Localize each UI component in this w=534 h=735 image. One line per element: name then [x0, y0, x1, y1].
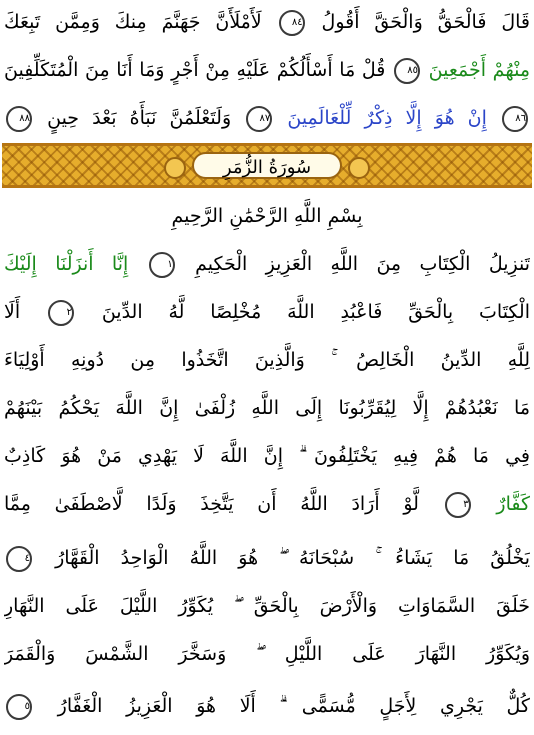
verse-text: الْكِتَابَ بِالْحَقِّ فَاعْبُدِ اللَّهَ مُخْلِصًا لَّهُ الدِّينَ	[101, 301, 530, 323]
verse-text: لَأَمْلَأَنَّ جَهَنَّمَ مِنكَ وَمِمَّن تَبِعَكَ	[4, 11, 262, 33]
verse-line-1	[4, 2, 530, 42]
verse-text: لَّوْ أَرَادَ اللَّهُ أَن يَتَّخِذَ وَلَدًا لَّاصْطَفَىٰ مِمَّا	[4, 493, 419, 515]
ayah-number-marker: ٨٧	[246, 106, 272, 132]
verse-text: قَالَ فَالْحَقُّ وَالْحَقَّ أَقُولُ	[321, 11, 530, 33]
verse-text: مِنْهُمْ أَجْمَعِينَ	[428, 59, 530, 81]
ayah-number-marker: ٨٤	[279, 10, 305, 36]
verse-text: كُلٌّ يَجْرِي لِأَجَلٍ مُّسَمًّى ۗ أَلَا هُوَ الْعَزِيزُ الْغَفَّارُ	[57, 695, 530, 717]
ayah-number-marker: ٢	[48, 300, 74, 326]
verse-line-5	[4, 292, 530, 332]
verse-text: وَيُكَوِّرُ النَّهَارَ عَلَى اللَّيْلِ ۖ وَسَخَّرَ الشَّمْسَ وَالْقَمَرَ	[4, 643, 530, 665]
verse-line-7	[4, 388, 530, 428]
ayah-number-marker: ٤	[6, 546, 32, 572]
verse-text: إِنَّا أَنزَلْنَا إِلَيْكَ	[4, 253, 129, 275]
verse-text: مَا نَعْبُدُهُمْ إِلَّا لِيُقَرِّبُونَا إِلَى اللَّهِ زُلْفَىٰ إِنَّ اللَّهَ يَحْكُمُ بَيْنَهُمْ	[4, 397, 530, 419]
verse-line-4	[4, 244, 530, 284]
verse-text: كَفَّارٌ	[496, 493, 530, 515]
verse-line-10	[4, 538, 530, 578]
surah-header-banner	[2, 143, 532, 188]
ayah-number-marker: ٣	[445, 492, 471, 518]
surah-title: سُورَةُ الزُّمَرِ	[192, 152, 342, 179]
verse-text: خَلَقَ السَّمَاوَاتِ وَالْأَرْضَ بِالْحَقِّ ۖ يُكَوِّرُ اللَّيْلَ عَلَى النَّهَارِ	[4, 595, 530, 617]
verse-line-12	[4, 634, 530, 674]
ayah-number-marker: ٥	[6, 694, 32, 720]
ayah-number-marker: ١	[149, 252, 175, 278]
basmala: بِسْمِ اللَّهِ الرَّحْمَٰنِ الرَّحِيمِ	[171, 205, 363, 227]
verse-line-8	[4, 436, 530, 476]
ayah-number-marker: ٨٨	[6, 106, 32, 132]
verse-text: قُلْ مَا أَسْأَلُكُمْ عَلَيْهِ مِنْ أَجْرٍ وَمَا أَنَا مِنَ الْمُتَكَلِّفِينَ	[4, 59, 386, 81]
verse-text: لِلَّهِ الدِّينُ الْخَالِصُ ۚ وَالَّذِينَ اتَّخَذُوا مِن دُونِهِ أَوْلِيَاءَ	[4, 349, 530, 371]
verse-line-13	[4, 686, 530, 726]
verse-line-2	[4, 50, 530, 90]
verse-text: تَنزِيلُ الْكِتَابِ مِنَ اللَّهِ الْعَزِيزِ الْحَكِيمِ	[195, 253, 530, 275]
verse-text: وَلَتَعْلَمُنَّ نَبَأَهُ بَعْدَ حِينٍ	[47, 107, 232, 129]
verse-line-9	[4, 484, 530, 524]
verse-text: إِنْ هُوَ إِلَّا ذِكْرٌ لِّلْعَالَمِينَ	[287, 107, 487, 129]
verse-line-6	[4, 340, 530, 380]
ayah-number-marker: ٨٦	[502, 106, 528, 132]
verse-text: أَلَا	[4, 301, 21, 323]
verse-line-3	[4, 98, 530, 138]
verse-text: فِي مَا هُمْ فِيهِ يَخْتَلِفُونَ ۗ إِنَّ اللَّهَ لَا يَهْدِي مَنْ هُوَ كَاذِبٌ	[4, 445, 530, 467]
verse-text: يَخْلُقُ مَا يَشَاءُ ۚ سُبْحَانَهُ ۖ هُوَ اللَّهُ الْوَاحِدُ الْقَهَّارُ	[55, 547, 530, 569]
ayah-number-marker: ٨٥	[394, 58, 420, 84]
verse-line-11	[4, 586, 530, 626]
